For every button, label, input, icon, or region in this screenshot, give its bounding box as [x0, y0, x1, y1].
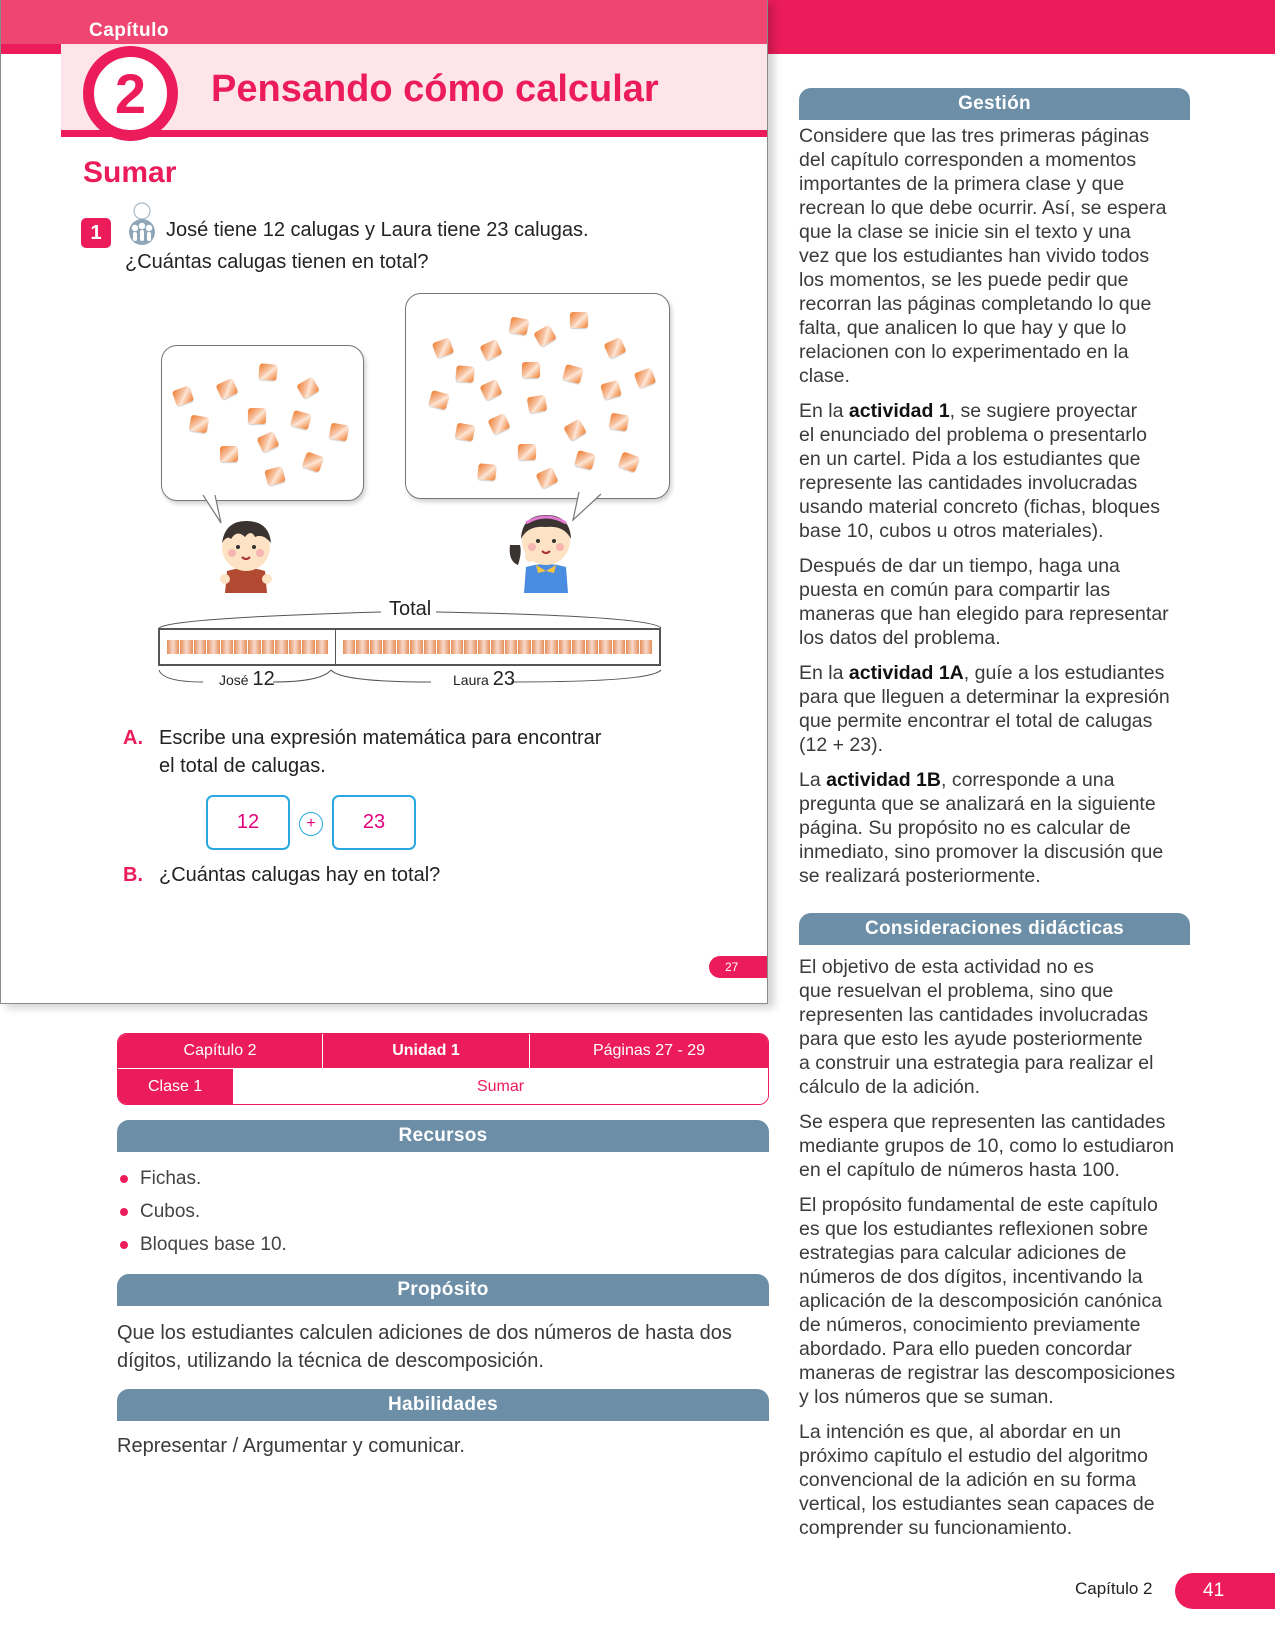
- activity-number-badge: 1: [81, 218, 111, 248]
- jose-speech-bubble: [161, 345, 364, 501]
- problem-statement: [125, 214, 685, 278]
- proposito-header: Propósito: [117, 1274, 769, 1306]
- recursos-header: Recursos: [117, 1120, 769, 1152]
- habilidades-header: Habilidades: [117, 1389, 769, 1421]
- list-item: Bloques base 10.: [117, 1228, 287, 1261]
- candy-icon: [302, 451, 324, 472]
- candy-icon: [290, 410, 312, 430]
- candy-icon: [618, 451, 640, 472]
- recursos-list: [117, 1162, 287, 1261]
- footer-page-number: 41: [1175, 1573, 1275, 1609]
- candy-icon: [518, 444, 536, 460]
- candy-icon: [603, 337, 626, 359]
- habilidades-text: Representar / Argumentar y comunicar.: [117, 1435, 465, 1457]
- candy-icon: [562, 364, 584, 384]
- consideraciones-body: [799, 955, 1199, 1551]
- answer-box-addend-2[interactable]: 23: [332, 795, 416, 850]
- lesson-info-table: [117, 1033, 769, 1105]
- consideraciones-paragraph-4: La intención es que, al abordar en un próximo capítulo el estudio del algoritmo convencional de la adición en su forma vertical, los estudiantes sean capaces de comprender su funcionamiento.: [799, 1421, 1155, 1539]
- bar-label-laura: Laura 23: [453, 668, 515, 690]
- candy-icon: [432, 337, 454, 358]
- candy-icon: [527, 395, 548, 414]
- candy-icon: [522, 362, 540, 378]
- problem-line-2: ¿Cuántas calugas tienen en total?: [125, 251, 429, 273]
- candy-icon: [634, 367, 656, 388]
- lesson-pages: Páginas 27 - 29: [592, 1042, 706, 1059]
- question-a-letter: A.: [123, 727, 143, 749]
- problem-line-1: José tiene 12 calugas y Laura tiene 23 calugas.: [166, 219, 589, 241]
- bullet-icon: [120, 1241, 128, 1249]
- question-b-letter: B.: [123, 864, 143, 886]
- plus-operator-icon: +: [299, 812, 323, 836]
- lesson-topic: Sumar: [233, 1069, 768, 1104]
- gestion-header: Gestión: [799, 88, 1190, 120]
- consideraciones-paragraph-1: El objetivo de esta actividad no es que resuelvan el problema, sino que representen las cantidades involucradas para que esto les ayude posteriormente a construir una estrategia para realizar el cálculo de la adición.: [799, 956, 1154, 1098]
- candy-icon: [570, 312, 588, 328]
- answer-box-addend-1[interactable]: 12: [206, 795, 290, 850]
- candy-icon: [609, 413, 630, 432]
- student-page-number: 27: [709, 956, 768, 978]
- student-page-reproduction: [0, 0, 768, 1004]
- candy-icon: [172, 385, 194, 406]
- candy-icon: [329, 423, 350, 442]
- list-item: Cubos.: [117, 1195, 287, 1228]
- lesson-info-row-1: [118, 1034, 768, 1068]
- lesson-info-row-2: [118, 1068, 768, 1104]
- candy-icon: [220, 446, 238, 462]
- candy-icon: [428, 390, 450, 410]
- page-title: Pensando cómo calcular: [211, 68, 659, 110]
- candy-icon: [600, 380, 622, 400]
- proposito-text: Que los estudiantes calculen adiciones de dos números de hasta dos dígitos, utilizando la técnica de descomposición.: [117, 1322, 732, 1372]
- chapter-number-badge: 2: [83, 46, 178, 141]
- consideraciones-header: Consideraciones didácticas: [799, 913, 1190, 945]
- candy-icon: [574, 450, 596, 470]
- laura-speech-bubble: [405, 293, 670, 499]
- candy-icon: [535, 467, 558, 489]
- gestion-paragraph-3: Después de dar un tiempo, haga una puesta en común para compartir las maneras que han elegido para representar los datos del problema.: [799, 555, 1169, 649]
- list-item: Fichas.: [117, 1162, 287, 1195]
- bar-segment-jose: [160, 630, 336, 664]
- bar-model: [158, 628, 661, 666]
- candy-icon: [563, 419, 587, 442]
- lesson-unit: Unidad 1: [323, 1034, 530, 1068]
- bullet-icon: [120, 1175, 128, 1183]
- top-color-band: [768, 0, 1275, 54]
- consideraciones-paragraph-3: El propósito fundamental de este capítulo es que los estudiantes reflexionen sobre estrategias para calcular adiciones de números de dos dígitos, incentivando la aplicación de la descomposición canónica de números, conocimiento previamente abordado. Para ello pueden concordar maneras de registrar las descomposiciones y los números que se suman.: [799, 1194, 1176, 1408]
- gestion-paragraph-1: Considere que las tres primeras páginas del capítulo corresponden a momentos importantes de la primera clase y que recrean lo que debe ocurrir. Así, se espera que la clase se inicie sin el texto y una vez que los estudiantes han vivido todos los momentos, se les puede pedir que recorran las páginas completando lo que falta, que analicen lo que hay y que lo relacionen con lo experimentado en la clase.: [799, 125, 1167, 387]
- candy-icon: [256, 431, 279, 453]
- candy-icon: [189, 415, 210, 434]
- candy-icon: [455, 423, 476, 442]
- gestion-paragraph-5: La actividad 1B, corresponde a una pregunta que se analizará en la siguiente página. Su propósito no es calcular de inmediato, sino promover la discusión que se realizará posteriormente.: [799, 769, 1164, 887]
- question-b-text: ¿Cuántas calugas hay en total?: [159, 864, 441, 886]
- candy-icon: [509, 317, 530, 336]
- candy-icon: [296, 377, 320, 400]
- candy-icon: [533, 325, 557, 348]
- candy-icon: [487, 413, 510, 435]
- gestion-paragraph-4: En la actividad 1A, guíe a los estudiantes para que lleguen a determinar la expresión que permite encontrar el total de calugas (12 + 23).: [799, 662, 1170, 756]
- candy-icon: [479, 339, 502, 361]
- candy-icon: [258, 363, 277, 381]
- lesson-chapter: Capítulo 2: [118, 1034, 323, 1068]
- candy-icon: [264, 466, 286, 486]
- bar-label-jose: José 12: [219, 668, 275, 690]
- footer-chapter-label: Capítulo 2: [1075, 1579, 1153, 1598]
- candy-icon: [248, 408, 266, 424]
- gestion-body: [799, 124, 1199, 899]
- gestion-paragraph-2: En la actividad 1, se sugiere proyectar el enunciado del problema o presentarlo en un cartel. Pida a los estudiantes que represente las cantidades involucradas usando material concreto (fichas, bloques base 10, cubos u otros materiales).: [799, 400, 1160, 542]
- bar-total-label: Total: [389, 598, 432, 620]
- lesson-class: Clase 1: [118, 1069, 233, 1104]
- bar-segment-laura: [336, 630, 659, 664]
- laura-character: [506, 505, 586, 593]
- candy-icon: [455, 365, 474, 383]
- jose-character: [211, 515, 281, 593]
- consideraciones-paragraph-2: Se espera que representen las cantidades mediante grupos de 10, como lo estudiaron en el capítulo de números hasta 100.: [799, 1111, 1175, 1181]
- bullet-icon: [120, 1208, 128, 1216]
- candy-icon: [215, 378, 238, 400]
- candy-icon: [479, 379, 502, 401]
- candy-icon: [477, 463, 496, 481]
- chapter-label: Capítulo: [89, 20, 169, 41]
- section-title: Sumar: [83, 156, 177, 189]
- question-a-text: Escribe una expresión matemática para encontrar el total de calugas.: [159, 727, 602, 777]
